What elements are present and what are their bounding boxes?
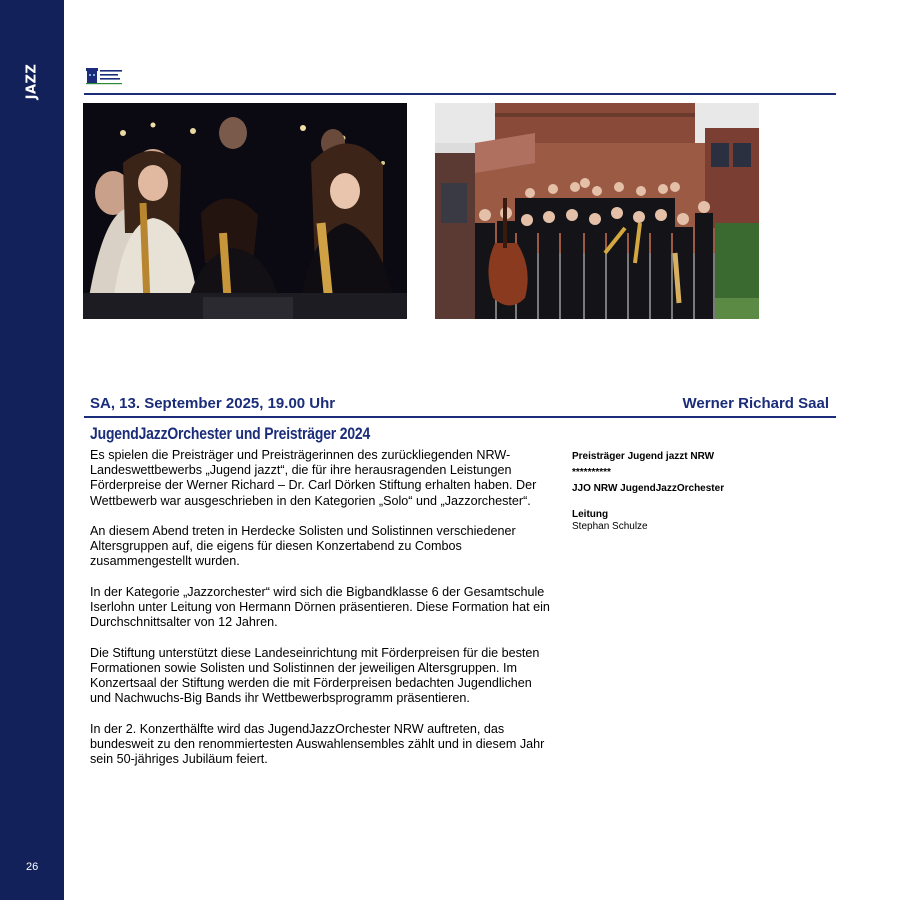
program-title: JugendJazzOrchester und Preisträger 2024 [90,424,371,443]
paragraph: In der 2. Konzerthälfte wird das JugendJazzOrchester NRW auftreten, das bundesweit zu den renommiertesten Auswahlensembles zählt und in diesem Jahr sein 50-jähriges Jubiläum feiert. [90,721,545,766]
event-venue: Werner Richard Saal [682,395,829,412]
credit-leader-name: Stephan Schulze [572,521,648,532]
section-label-text: JAZZ [24,63,40,100]
performer-credits [572,449,812,533]
paragraph: In der Kategorie „Jazzorchester“ wird sich die Bigbandklasse 6 der Gesamtschule Iserlohn unter Leitung von Hermann Dörnen präsentieren. Diese Formation hat ein Durchschnittsalter von 12 Jahren. [90,584,550,630]
paragraph: Es spielen die Preisträger und Preisträgerinnen des zurückliegenden NRW-Landeswettbewerbs „Jugend jazzt“, die für ihre herausragenden Leistungen Förderpreise der Werner Richard – Dr. Carl Dörken Stiftung erhalten haben. Der Wettbewerb war ausgeschrieben in den Kategorien „Solo“ und „Jazzorchester“. [90,448,537,508]
page-number: 26 [26,861,39,873]
section-label [21,63,43,106]
orchestra-group-photo [435,103,759,319]
paragraph: Die Stiftung unterstützt diese Landeseinrichtung mit Förderpreisen für die besten Formationen sowie Solisten und Solistinnen der jeweiligen Altersgruppen. Im Konzertsaal der Stiftung werden die mit Förderpreisen bedachten Jugendlichen und Nachwuchs-Big Bands ihr Wettbewerbsprogramm präsentieren. [90,645,540,706]
credit-separator: ********** [572,467,611,478]
description [90,448,550,782]
event-divider [84,416,836,418]
foundation-logo [86,68,124,86]
credit-performers-2: JJO NRW JugendJazzOrchester [572,483,725,494]
saxophone-players-photo [83,103,407,319]
credit-leader-label: Leitung [572,509,609,520]
sidebar [0,0,64,900]
credit-performers-1: Preisträger Jugend jazzt NRW [572,451,715,462]
paragraph: An diesem Abend treten in Herdecke Solisten und Solistinnen verschiedener Altersgruppen auf, die eigens für diesen Konzertabend zu Combos zusammengestellt wurden. [90,524,516,569]
event-date: SA, 13. September 2025, 19.00 Uhr [90,395,336,412]
top-divider [84,93,836,95]
